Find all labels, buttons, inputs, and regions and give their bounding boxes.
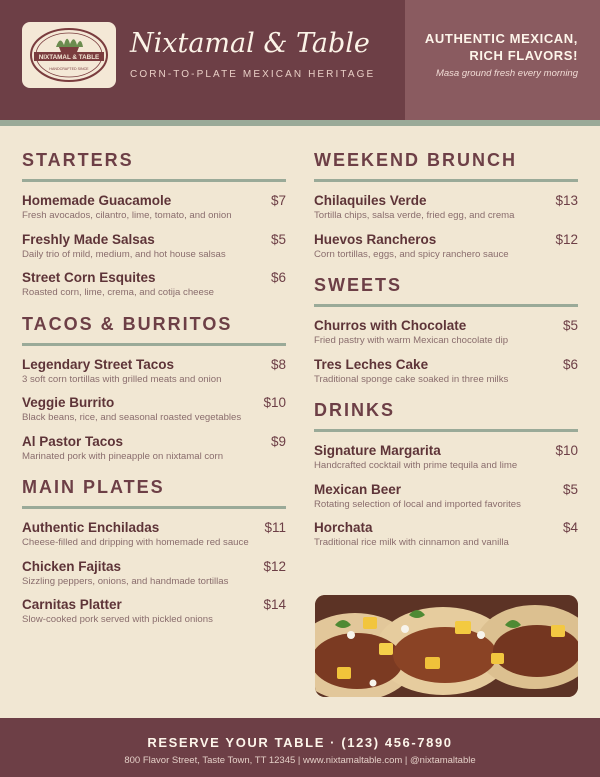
menu-item-name: Al Pastor Tacos — [22, 433, 124, 449]
menu-item — [22, 559, 286, 589]
section-title: DRINKS — [314, 400, 578, 432]
reservation-line: RESERVE YOUR TABLE · (123) 456-7890 — [147, 735, 453, 750]
menu-item-description: Traditional rice milk with cinnamon and vanilla — [314, 537, 509, 548]
menu-item-price: $6 — [562, 356, 578, 372]
menu-item-description: Corn tortillas, eggs, and spicy ranchero sauce — [314, 248, 509, 260]
menu-section — [314, 400, 578, 550]
menu-section — [22, 150, 286, 300]
menu-item-price: $6 — [270, 270, 286, 285]
menu-footer — [0, 718, 600, 777]
menu-item-description: Roasted corn, lime, crema, and cotija cheese — [22, 287, 214, 298]
contact-line: 800 Flavor Street, Taste Town, TT 12345 | www.nixtamaltable.com | @nixtamaltable — [124, 755, 476, 766]
menu-item-price: $8 — [270, 356, 286, 372]
menu-item-price: $9 — [270, 433, 286, 449]
menu-item-price: $10 — [263, 395, 286, 410]
menu-item-price: $5 — [562, 318, 578, 333]
menu-item-description: Cheese-filled and dripping with homemade red sauce — [22, 537, 249, 548]
menu-item-name: Legendary Street Tacos — [22, 356, 175, 372]
menu-item-row — [22, 395, 286, 410]
restaurant-name: Nixtamal & Table — [130, 28, 370, 59]
menu-item-description: Marinated pork with pineapple on nixtamal corn — [22, 450, 224, 462]
menu-item-row — [22, 597, 286, 612]
menu-item-name: Carnitas Platter — [22, 597, 122, 612]
menu-item — [22, 270, 286, 300]
section-title: TACOS & BURRITOS — [22, 314, 286, 346]
tacos-photo — [315, 595, 578, 697]
section-title: STARTERS — [22, 150, 286, 182]
menu-item-price: $14 — [263, 597, 286, 612]
menu-item-name: Homemade Guacamole — [22, 193, 172, 208]
menu-item-price: $5 — [270, 231, 286, 247]
menu-item-row — [22, 270, 286, 285]
menu-item-row — [22, 193, 286, 208]
menu-item — [314, 520, 578, 550]
menu-item-row — [22, 559, 286, 574]
menu-item-name: Churros with Chocolate — [314, 318, 467, 333]
tacos-illustration-icon — [315, 595, 578, 697]
menu-item-name: Mexican Beer — [314, 481, 402, 497]
menu-item-description: Slow-cooked pork served with pickled onions — [22, 614, 213, 625]
menu-section — [314, 150, 578, 261]
menu-item — [22, 232, 286, 262]
menu-item-row — [314, 318, 578, 333]
menu-item-price: $5 — [562, 481, 578, 497]
menu-item-description: Fried pastry with warm Mexican chocolate dip — [314, 335, 509, 346]
menu-item-price: $12 — [263, 558, 286, 574]
menu-item — [314, 193, 578, 223]
header-divider — [0, 120, 600, 126]
menu-item-description: Tortilla chips, salsa verde, fried egg, and crema — [314, 210, 515, 221]
menu-item-price: $10 — [555, 443, 578, 458]
menu-item-description: 3 soft corn tortillas with grilled meats and onion — [22, 373, 222, 385]
menu-item-name: Street Corn Esquites — [22, 270, 156, 285]
menu-item-name: Chicken Fajitas — [22, 558, 122, 574]
menu-item-description: Traditional sponge cake soaked in three milks — [314, 373, 509, 385]
menu-section — [314, 275, 578, 386]
menu-item-price: $12 — [555, 231, 578, 247]
menu-item — [22, 395, 286, 425]
menu-item-description: Fresh avocados, cilantro, lime, tomato, and onion — [22, 210, 232, 221]
menu-item-description: Handcrafted cocktail with prime tequila and lime — [314, 460, 518, 471]
menu-item-row — [314, 443, 578, 458]
menu-item — [22, 357, 286, 387]
menu-item — [314, 318, 578, 348]
section-title: WEEKEND BRUNCH — [314, 150, 578, 182]
menu-item-price: $7 — [270, 193, 286, 208]
restaurant-subtitle: CORN-TO-PLATE MEXICAN HERITAGE — [130, 69, 376, 80]
menu-item-name: Veggie Burrito — [22, 395, 115, 410]
menu-item — [22, 520, 286, 550]
section-title: SWEETS — [314, 275, 578, 307]
menu-item — [22, 193, 286, 223]
menu-item — [314, 357, 578, 387]
restaurant-logo — [22, 22, 116, 88]
menu-item-row — [314, 520, 578, 535]
menu-item — [314, 482, 578, 512]
menu-item-row — [314, 232, 578, 247]
menu-item-description: Black beans, rice, and seasonal roasted vegetables — [22, 412, 242, 423]
menu-item-row — [22, 520, 286, 535]
menu-item — [22, 597, 286, 627]
header-tagline-sub: Masa ground fresh every morning — [435, 68, 578, 79]
menu-item-row — [22, 357, 286, 372]
menu-item-row — [314, 193, 578, 208]
menu-section — [22, 477, 286, 627]
menu-item-name: Huevos Rancheros — [314, 231, 437, 247]
left-menu-column — [22, 150, 286, 641]
menu-item-name: Tres Leches Cake — [314, 356, 429, 372]
menu-item-row — [314, 482, 578, 497]
menu-item-name: Freshly Made Salsas — [22, 231, 155, 247]
menu-item-description: Daily trio of mild, medium, and hot house salsas — [22, 248, 226, 260]
right-menu-column — [314, 150, 578, 564]
menu-section — [22, 314, 286, 464]
menu-item-row — [22, 232, 286, 247]
header-tagline: AUTHENTIC MEXICAN, RICH FLAVORS! — [424, 31, 578, 63]
menu-item — [314, 232, 578, 262]
menu-item — [22, 434, 286, 464]
section-title: MAIN PLATES — [22, 477, 286, 509]
menu-item-name: Horchata — [314, 520, 373, 535]
menu-item-description: Sizzling peppers, onions, and handmade tortillas — [22, 575, 229, 587]
logo-emblem-icon — [26, 25, 112, 85]
menu-item-name: Authentic Enchiladas — [22, 520, 160, 535]
logo-text: NIXTAMAL & TABLE — [38, 54, 100, 61]
menu-item-description: Rotating selection of local and imported favorites — [314, 498, 521, 510]
menu-item-price: $11 — [264, 520, 286, 535]
menu-item-price: $13 — [555, 193, 578, 208]
menu-item — [314, 443, 578, 473]
menu-item-price: $4 — [562, 520, 578, 535]
menu-item-row — [314, 357, 578, 372]
menu-item-name: Chilaquiles Verde — [314, 193, 427, 208]
menu-item-name: Signature Margarita — [314, 443, 441, 458]
logo-arc-text: HANDCRAFTED SINCE — [49, 67, 89, 71]
menu-item-row — [22, 434, 286, 449]
